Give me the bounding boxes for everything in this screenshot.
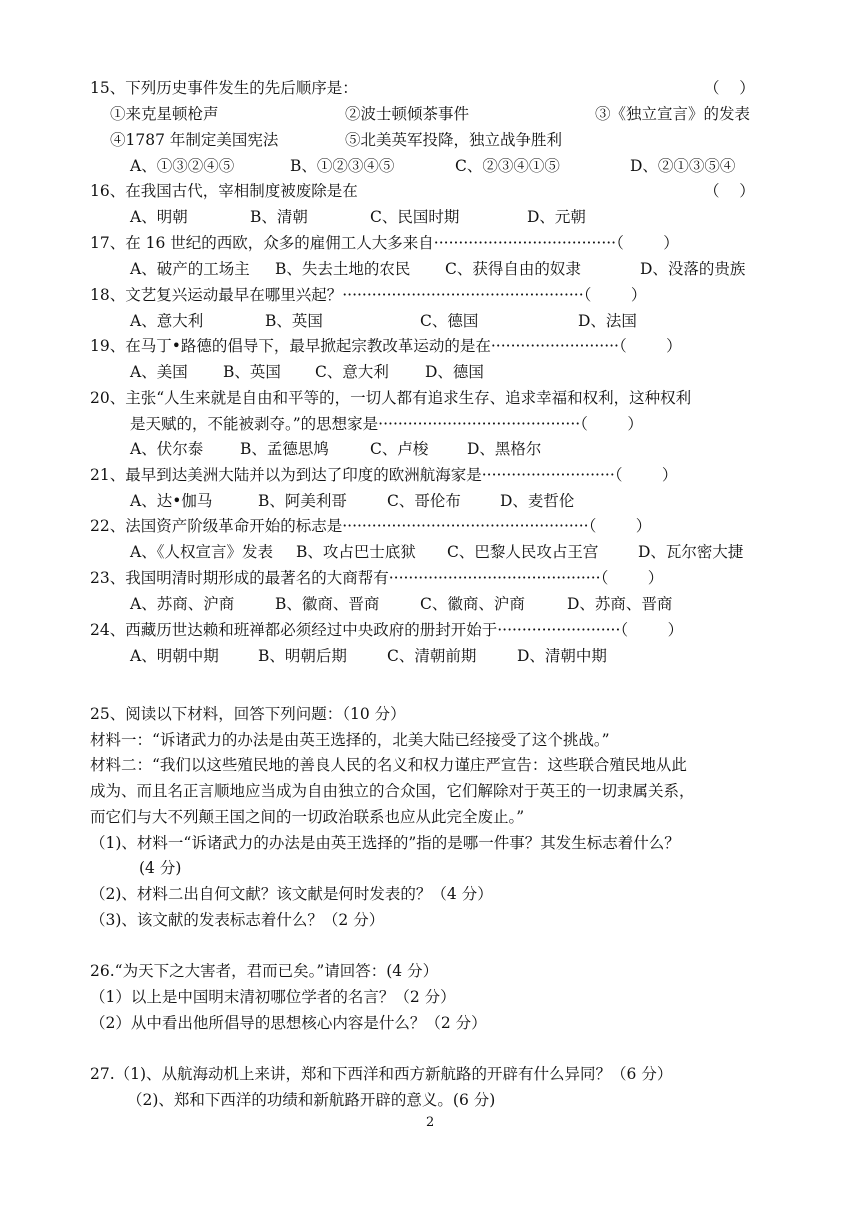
q15-event-4: ④1787 年制定美国宪法 — [110, 131, 279, 149]
q15-event-5: ⑤北美英军投降，独立战争胜利 — [345, 131, 563, 149]
q15-event-1: ①来克星顿枪声 — [110, 105, 219, 123]
q20-stem-line-2: 是天赋的，不能被剥夺。”的思想家是·········································（ ） — [130, 415, 643, 433]
q23-option-b: B、徽商、晋商 — [275, 595, 380, 613]
q21-option-b: B、阿美利哥 — [258, 492, 347, 510]
q20-option-c: C、卢梭 — [370, 440, 429, 458]
q18-option-a: A、意大利 — [130, 312, 204, 330]
q25-sub-question-3: （3)、该文献的发表标志着什么？（2 分） — [90, 911, 385, 929]
q26-title: 26.“为天下之大害者，君而已矣。”请回答：(4 分） — [90, 962, 439, 980]
q24-stem: 24、西藏历世达赖和班禅都必须经过中央政府的册封开始于·························（ ） — [90, 621, 684, 639]
q17-option-c: C、获得自由的奴隶 — [445, 260, 581, 278]
q15-option-d: D、②①③⑤④ — [630, 157, 736, 175]
q24-option-b: B、明朝后期 — [258, 647, 347, 665]
q16-option-a: A、明朝 — [130, 208, 188, 226]
q23-option-c: C、徽商、沪商 — [420, 595, 525, 613]
q25-material-2-line-3: 而它们与大不列颠王国之间的一切政治联系也应从此完全废止。” — [90, 808, 525, 826]
q15-option-b: B、①②③④⑤ — [290, 157, 395, 175]
q15-stem: 15、下列历史事件发生的先后顺序是： — [90, 79, 358, 97]
q16-option-b: B、清朝 — [250, 208, 308, 226]
q25-material-1: 材料一：“诉诸武力的办法是由英王选择的，北美大陆已经接受了这个挑战。” — [90, 731, 610, 749]
q21-option-c: C、哥伦布 — [387, 492, 461, 510]
q18-stem: 18、文艺复兴运动最早在哪里兴起？·················································（ ） — [90, 286, 647, 304]
q20-stem-line-1: 20、主张“人生来就是自由和平等的，一切人都有追求生存、追求幸福和权利，这种权利 — [90, 389, 692, 407]
q21-stem: 21、最早到达美洲大陆并以为到达了印度的欧洲航海家是···························（ ） — [90, 466, 678, 484]
q25-title: 25、阅读以下材料，回答下列问题：（10 分） — [90, 705, 406, 723]
q27-sub-question-1: 27.（1)、从航海动机上来讲，郑和下西洋和西方新航路的开辟有什么异同？（6 分） — [90, 1065, 673, 1083]
q18-option-d: D、法国 — [578, 312, 637, 330]
q26-sub-question-1: （1）以上是中国明末清初哪位学者的名言？（2 分） — [90, 988, 456, 1006]
q20-option-b: B、孟德思鸠 — [240, 440, 329, 458]
q17-stem: 17、在 16 世纪的西欧，众多的雇佣工人大多来自·····································（ ） — [90, 234, 679, 252]
q25-sub-question-2: （2)、材料二出自何文献？该文献是何时发表的？（4 分） — [90, 885, 493, 903]
q17-option-d: D、没落的贵族 — [640, 260, 746, 278]
q23-stem: 23、我国明清时期形成的最著名的大商帮有···········································（ ） — [90, 569, 664, 587]
q26-sub-question-2: （2）从中看出他所倡导的思想核心内容是什么？（2 分） — [90, 1014, 487, 1032]
q22-option-b: B、攻占巴士底狱 — [296, 543, 416, 561]
q22-option-a: A、《人权宣言》发表 — [130, 543, 273, 561]
q22-option-d: D、瓦尔密大捷 — [638, 543, 744, 561]
q19-option-b: B、英国 — [223, 363, 281, 381]
q27-sub-question-2: （2)、郑和下西洋的功绩和新航路开辟的意义。(6 分) — [127, 1091, 496, 1109]
q18-option-b: B、英国 — [265, 312, 323, 330]
q24-option-d: D、清朝中期 — [517, 647, 607, 665]
q16-option-d: D、元朝 — [527, 208, 586, 226]
q20-option-a: A、伏尔泰 — [130, 440, 204, 458]
q15-event-2: ②波士顿倾茶事件 — [345, 105, 470, 123]
q19-option-d: D、德国 — [425, 363, 484, 381]
q19-option-a: A、美国 — [130, 363, 188, 381]
q19-option-c: C、意大利 — [315, 363, 389, 381]
q22-option-c: C、巴黎人民攻占王宫 — [447, 543, 599, 561]
q16-answer-bracket: （ ） — [704, 182, 755, 200]
q16-option-c: C、民国时期 — [370, 208, 460, 226]
q17-option-b: B、失去土地的农民 — [275, 260, 411, 278]
q21-option-d: D、麦哲伦 — [500, 492, 575, 510]
q16-stem: 16、在我国古代，宰相制度被废除是在 — [90, 182, 358, 200]
q24-option-c: C、清朝前期 — [387, 647, 477, 665]
q25-material-2-line-1: 材料二：“我们以这些殖民地的善良人民的名义和权力谨庄严宣告：这些联合殖民地从此 — [90, 756, 687, 774]
q25-material-2-line-2: 成为、而且名正言顺地应当成为自由独立的合众国，它们解除对于英王的一切隶属关系， — [90, 782, 695, 800]
q20-option-d: D、黑格尔 — [467, 440, 542, 458]
page-number: 2 — [426, 1115, 435, 1130]
q15-option-a: A、①③②④⑤ — [130, 157, 235, 175]
q25-sub-question-1-score: (4 分) — [139, 859, 182, 877]
q24-option-a: A、明朝中期 — [130, 647, 219, 665]
q15-event-3: ③《独立宣言》的发表 — [595, 105, 751, 123]
q15-answer-bracket: （ ） — [704, 79, 755, 97]
q17-option-a: A、破产的工场主 — [130, 260, 250, 278]
q18-option-c: C、德国 — [420, 312, 479, 330]
q15-option-c: C、②③④①⑤ — [455, 157, 560, 175]
q21-option-a: A、达•伽马 — [130, 492, 213, 510]
q25-sub-question-1: （1)、材料一“诉诸武力的办法是由英王选择的”指的是哪一件事？其发生标志着什么？ — [90, 834, 680, 852]
q19-stem: 19、在马丁•路德的倡导下，最早掀起宗教改革运动的是在··························（ ） — [90, 337, 682, 355]
q23-option-a: A、苏商、沪商 — [130, 595, 235, 613]
q23-option-d: D、苏商、晋商 — [567, 595, 673, 613]
q22-stem: 22、法国资产阶级革命开始的标志是··················································（ ） — [90, 517, 652, 535]
